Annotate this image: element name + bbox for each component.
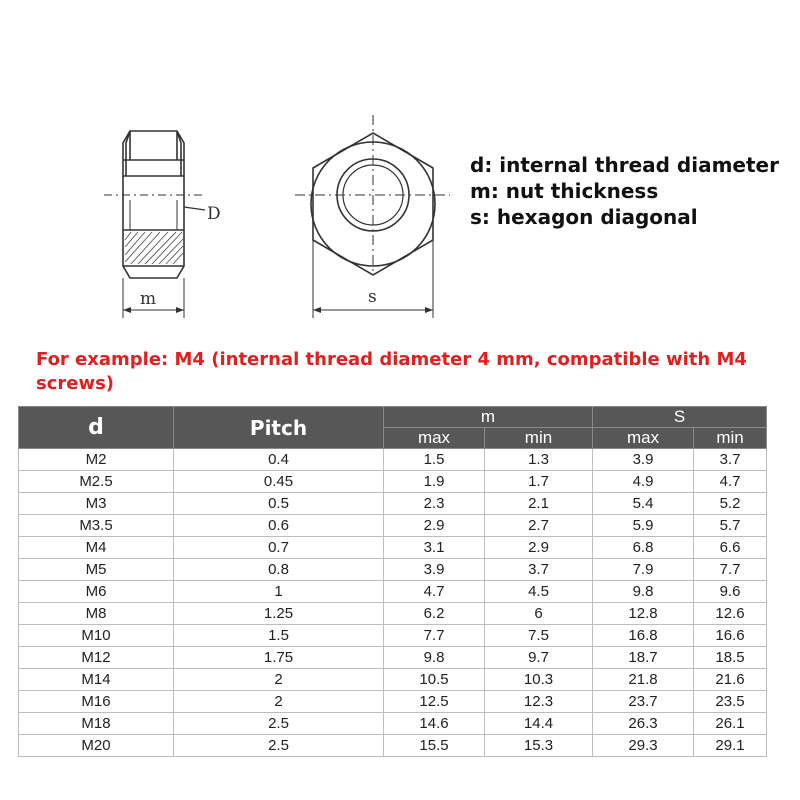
cell-m-max: 2.3 xyxy=(384,493,485,515)
cell-m-min: 6 xyxy=(485,603,593,625)
legend xyxy=(470,152,779,230)
cell-pitch: 1.25 xyxy=(174,603,384,625)
cell-m-max: 10.5 xyxy=(384,669,485,691)
cell-m-max: 15.5 xyxy=(384,735,485,757)
cell-m-min: 15.3 xyxy=(485,735,593,757)
cell-m-max: 6.2 xyxy=(384,603,485,625)
legend-d: d: internal thread diameter xyxy=(470,153,779,177)
cell-m-max: 12.5 xyxy=(384,691,485,713)
cell-d: M2.5 xyxy=(19,471,174,493)
cell-m-min: 12.3 xyxy=(485,691,593,713)
cell-s-max: 4.9 xyxy=(593,471,694,493)
cell-pitch: 0.45 xyxy=(174,471,384,493)
cell-m-min: 2.9 xyxy=(485,537,593,559)
cell-s-max: 29.3 xyxy=(593,735,694,757)
header-s-max: max xyxy=(593,428,694,449)
cell-s-min: 9.6 xyxy=(694,581,767,603)
cell-pitch: 1 xyxy=(174,581,384,603)
cell-m-min: 10.3 xyxy=(485,669,593,691)
cell-s-min: 4.7 xyxy=(694,471,767,493)
cell-pitch: 0.8 xyxy=(174,559,384,581)
dimension-label-s: s xyxy=(368,287,377,307)
cell-pitch: 2 xyxy=(174,691,384,713)
cell-m-min: 14.4 xyxy=(485,713,593,735)
cell-s-min: 6.6 xyxy=(694,537,767,559)
cell-pitch: 0.6 xyxy=(174,515,384,537)
table-row xyxy=(19,449,767,471)
table-row xyxy=(19,559,767,581)
table-row xyxy=(19,471,767,493)
cell-s-max: 3.9 xyxy=(593,449,694,471)
cell-s-max: 9.8 xyxy=(593,581,694,603)
table-row xyxy=(19,493,767,515)
cell-m-min: 3.7 xyxy=(485,559,593,581)
cell-d: M18 xyxy=(19,713,174,735)
dimension-label-m: m xyxy=(140,289,157,309)
cell-d: M10 xyxy=(19,625,174,647)
cell-pitch: 0.4 xyxy=(174,449,384,471)
cell-s-min: 7.7 xyxy=(694,559,767,581)
cell-m-max: 1.5 xyxy=(384,449,485,471)
cell-s-min: 16.6 xyxy=(694,625,767,647)
cell-s-min: 5.2 xyxy=(694,493,767,515)
table-row xyxy=(19,647,767,669)
cell-pitch: 2.5 xyxy=(174,713,384,735)
cell-s-min: 29.1 xyxy=(694,735,767,757)
nut-spec-table xyxy=(18,406,767,757)
header-m-max: max xyxy=(384,428,485,449)
dimension-label-d: D xyxy=(207,204,221,224)
cell-m-min: 2.1 xyxy=(485,493,593,515)
header-pitch: Pitch xyxy=(174,407,384,449)
table-row xyxy=(19,515,767,537)
cell-d: M3.5 xyxy=(19,515,174,537)
table-row xyxy=(19,691,767,713)
table-row xyxy=(19,537,767,559)
table-row xyxy=(19,713,767,735)
cell-m-min: 4.5 xyxy=(485,581,593,603)
header-m-min: min xyxy=(485,428,593,449)
cell-s-max: 5.4 xyxy=(593,493,694,515)
cell-d: M16 xyxy=(19,691,174,713)
cell-m-min: 9.7 xyxy=(485,647,593,669)
cell-d: M6 xyxy=(19,581,174,603)
cell-s-max: 5.9 xyxy=(593,515,694,537)
example-note: For example: M4 (internal thread diameter 4 mm, compatible with M4 screws) xyxy=(36,349,747,394)
cell-m-min: 1.3 xyxy=(485,449,593,471)
cell-s-max: 7.9 xyxy=(593,559,694,581)
cell-s-max: 18.7 xyxy=(593,647,694,669)
cell-m-max: 4.7 xyxy=(384,581,485,603)
cell-m-max: 7.7 xyxy=(384,625,485,647)
legend-m: m: nut thickness xyxy=(470,179,659,203)
cell-pitch: 0.5 xyxy=(174,493,384,515)
table-row xyxy=(19,735,767,757)
cell-s-min: 5.7 xyxy=(694,515,767,537)
cell-m-max: 1.9 xyxy=(384,471,485,493)
cell-m-min: 2.7 xyxy=(485,515,593,537)
table-row xyxy=(19,603,767,625)
header-m: m xyxy=(384,407,593,428)
cell-s-min: 21.6 xyxy=(694,669,767,691)
cell-pitch: 1.5 xyxy=(174,625,384,647)
cell-pitch: 0.7 xyxy=(174,537,384,559)
cell-pitch: 2.5 xyxy=(174,735,384,757)
cell-m-min: 1.7 xyxy=(485,471,593,493)
cell-d: M20 xyxy=(19,735,174,757)
cell-m-max: 2.9 xyxy=(384,515,485,537)
cell-d: M4 xyxy=(19,537,174,559)
cell-d: M5 xyxy=(19,559,174,581)
table-row xyxy=(19,625,767,647)
cell-s-min: 26.1 xyxy=(694,713,767,735)
table-row xyxy=(19,581,767,603)
cell-s-min: 3.7 xyxy=(694,449,767,471)
cell-d: M14 xyxy=(19,669,174,691)
cell-d: M3 xyxy=(19,493,174,515)
cell-s-max: 6.8 xyxy=(593,537,694,559)
legend-s: s: hexagon diagonal xyxy=(470,205,698,229)
cell-m-max: 14.6 xyxy=(384,713,485,735)
cell-s-min: 12.6 xyxy=(694,603,767,625)
cell-m-max: 3.9 xyxy=(384,559,485,581)
cell-s-max: 16.8 xyxy=(593,625,694,647)
header-s-min: min xyxy=(694,428,767,449)
hatching xyxy=(125,232,183,264)
cell-m-max: 9.8 xyxy=(384,647,485,669)
cell-m-min: 7.5 xyxy=(485,625,593,647)
cell-pitch: 2 xyxy=(174,669,384,691)
table-row xyxy=(19,669,767,691)
cell-s-min: 23.5 xyxy=(694,691,767,713)
cell-m-max: 3.1 xyxy=(384,537,485,559)
cell-d: M12 xyxy=(19,647,174,669)
cell-s-max: 12.8 xyxy=(593,603,694,625)
header-d: d xyxy=(19,407,174,449)
cell-s-min: 18.5 xyxy=(694,647,767,669)
cell-s-max: 23.7 xyxy=(593,691,694,713)
header-s: S xyxy=(593,407,767,428)
cell-d: M8 xyxy=(19,603,174,625)
cell-d: M2 xyxy=(19,449,174,471)
cell-pitch: 1.75 xyxy=(174,647,384,669)
cell-s-max: 21.8 xyxy=(593,669,694,691)
cell-s-max: 26.3 xyxy=(593,713,694,735)
